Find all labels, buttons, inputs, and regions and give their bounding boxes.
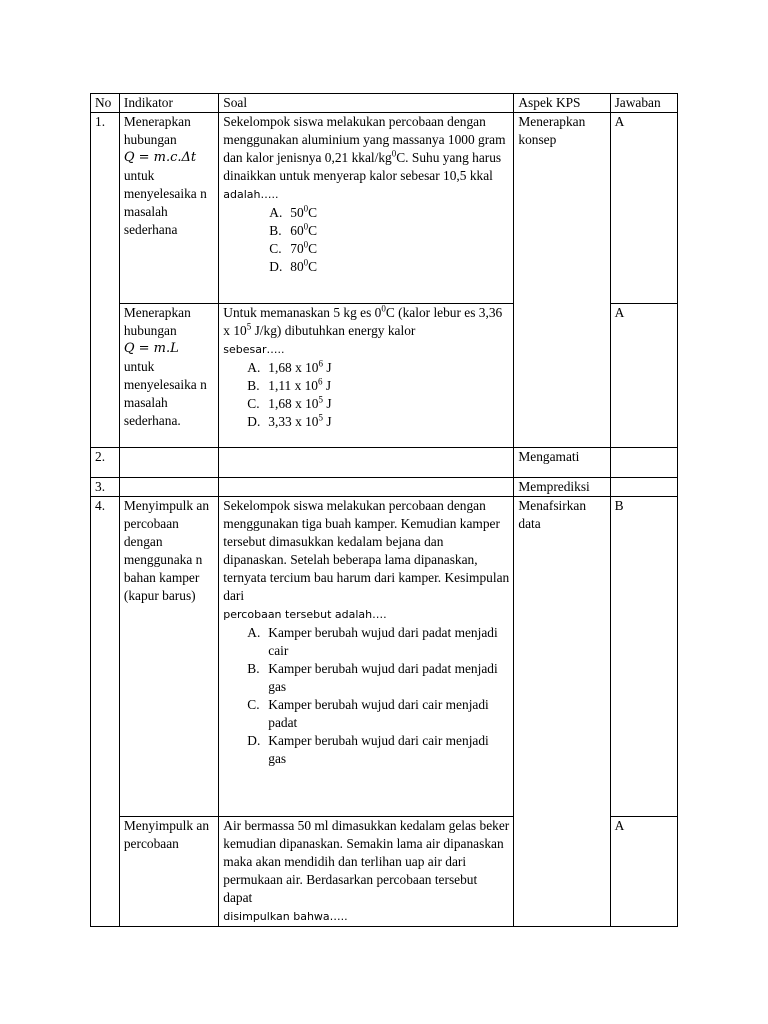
answer-cell: A bbox=[610, 113, 677, 304]
question-cell bbox=[219, 817, 514, 927]
indicator-cell: Menyimpulk an percobaan bbox=[119, 817, 218, 927]
header-no: No bbox=[91, 94, 120, 113]
indicator-text: untuk menyelesaika n masalah sederhana bbox=[123, 168, 207, 237]
aspect-cell: Mengamati bbox=[514, 448, 610, 478]
row-number-empty bbox=[91, 817, 120, 927]
table-header-row bbox=[91, 94, 678, 113]
answer-cell bbox=[610, 448, 677, 478]
question-text: percobaan tersebut adalah…. bbox=[223, 608, 387, 621]
question-grid-table bbox=[90, 93, 678, 927]
formula: Q = m.c.Δt bbox=[123, 150, 197, 165]
answer-cell: A bbox=[610, 304, 677, 448]
option-item: A. Kamper berubah wujud dari padat menjadi cair bbox=[247, 625, 498, 658]
header-indikator: Indikator bbox=[119, 94, 218, 113]
question-cell bbox=[219, 448, 514, 478]
option-item: A. $50^0C$ bbox=[269, 203, 318, 220]
option-item: B. $60^0C$ bbox=[269, 221, 318, 238]
header-soal: Soal bbox=[219, 94, 514, 113]
question-cell bbox=[219, 497, 514, 817]
option-item: C. $70^0C$ bbox=[269, 239, 318, 256]
superscript: 5 bbox=[246, 321, 252, 332]
table-row bbox=[91, 448, 678, 478]
question-text: C. Suhu yang harus dinaikkan untuk menyerap kalor sebesar 10,5 kkal bbox=[223, 150, 502, 183]
question-text: Sekelompok siswa melakukan percobaan dengan menggunakan aluminium yang massanya 1000 gram dan kalor jenisnya 0,21 kkal/kg bbox=[223, 114, 506, 165]
answer-cell: A bbox=[610, 817, 677, 927]
header-jawaban: Jawaban bbox=[610, 94, 677, 113]
answer-cell: B bbox=[610, 497, 677, 817]
answer-cell bbox=[610, 478, 677, 497]
question-text: adalah….. bbox=[223, 188, 279, 201]
row-number: 1. bbox=[91, 113, 120, 304]
aspect-cell-empty bbox=[514, 817, 610, 927]
superscript: 0 bbox=[381, 303, 386, 314]
question-text: Air bermassa 50 ml dimasukkan kedalam gelas beker kemudian dipanaskan. Semakin lama air dipanaskan maka akan mendidih dan terlihan uap air dari permukaan air. Berdasarkan percobaan tersebut dapat bbox=[223, 818, 510, 905]
question-cell bbox=[219, 304, 514, 448]
question-text: C (kalor lebur es 3,36 x 10 bbox=[223, 305, 503, 338]
row-number-empty bbox=[91, 304, 120, 448]
question-text: Untuk memanaskan 5 kg es 0 bbox=[223, 305, 382, 320]
row-number: 4. bbox=[91, 497, 120, 817]
indicator-text: untuk menyelesaika n masalah sederhana. bbox=[123, 359, 207, 428]
option-item: D. 3,33 x $10^5$ J bbox=[247, 412, 332, 429]
indicator-cell bbox=[119, 448, 218, 478]
indicator-text: Menerapkan hubungan bbox=[123, 114, 191, 147]
indicator-cell bbox=[119, 478, 218, 497]
indicator-cell bbox=[119, 113, 218, 304]
header-aspek-kps: Aspek KPS bbox=[514, 94, 610, 113]
aspect-cell: Menafsirkan data bbox=[514, 497, 610, 817]
aspect-cell: Menerapkan konsep bbox=[514, 113, 610, 304]
option-item: D. $80^0C$ bbox=[269, 257, 318, 274]
table-row bbox=[91, 304, 678, 448]
question-text: disimpulkan bahwa….. bbox=[223, 910, 348, 923]
indicator-cell bbox=[119, 304, 218, 448]
question-text: sebesar….. bbox=[223, 343, 285, 356]
question-text: J/kg) dibutuhkan energy kalor bbox=[251, 323, 416, 338]
aspect-cell-empty bbox=[514, 304, 610, 448]
indicator-cell: Menyimpulk an percobaan dengan menggunaka n bahan kamper (kapur barus) bbox=[119, 497, 218, 817]
row-number: 3. bbox=[91, 478, 120, 497]
option-list bbox=[223, 624, 509, 768]
option-item: A. 1,68 x $10^6$ J bbox=[247, 358, 332, 375]
row-number: 2. bbox=[91, 448, 120, 478]
option-item: B. 1,11 x $10^6$ J bbox=[247, 376, 332, 393]
formula: Q = m.L bbox=[123, 341, 179, 356]
table-row bbox=[91, 113, 678, 304]
table-row bbox=[91, 497, 678, 817]
question-cell bbox=[219, 478, 514, 497]
question-cell bbox=[219, 113, 514, 304]
option-list bbox=[223, 204, 509, 276]
table-row bbox=[91, 817, 678, 927]
aspect-cell: Memprediksi bbox=[514, 478, 610, 497]
option-item: B. Kamper berubah wujud dari padat menjadi gas bbox=[247, 661, 498, 694]
question-text: Sekelompok siswa melakukan percobaan dengan menggunakan tiga buah kamper. Kemudian kamper tersebut dimasukkan kedalam bejana dan dipanaskan. Setelah beberapa lama dipanaskan, ternyata tercium bau harum dari kamper. Kesimpulan dari bbox=[223, 498, 510, 603]
table-row bbox=[91, 478, 678, 497]
option-item: C. 1,68 x $10^5$ J bbox=[247, 394, 332, 411]
option-item: C. Kamper berubah wujud dari cair menjadi padat bbox=[247, 697, 489, 730]
superscript: 0 bbox=[391, 148, 397, 159]
indicator-text: Menerapkan hubungan bbox=[123, 305, 191, 338]
option-item: D. Kamper berubah wujud dari cair menjadi gas bbox=[247, 733, 489, 766]
option-list bbox=[223, 359, 509, 431]
